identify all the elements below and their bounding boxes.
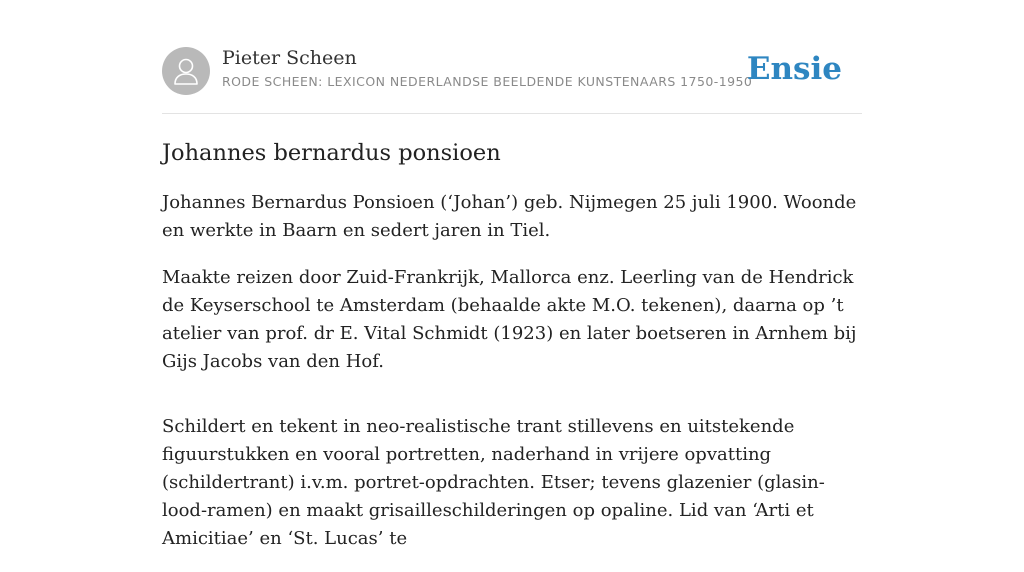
article-title: Johannes bernardus ponsioen	[162, 140, 501, 166]
article-paragraph: Maakte reizen door Zuid-Frankrijk, Mallorca enz. Leerling van de Hendrick de Keyserschool te Amsterdam (behaalde akte M.O. tekenen), daarna op ’t atelier van prof. dr E. Vital Schmidt (1923) en later boetseren in Arnhem bij Gijs Jacobs van den Hof.	[162, 267, 857, 372]
article-paragraph: Schildert en tekent in neo-realistische trant stillevens en uitstekende figuurstukken en vooral portretten, naderhand in vrijere opvatting (schildertrant) i.v.m. portret-opdrachten. Etser; tevens glazenier (glasin-lood-ramen) en maakt grisailleschilderingen op opaline. Lid van ‘Arti et Amicitiae’ en ‘St. Lucas’ te	[162, 416, 825, 549]
author-header	[162, 46, 862, 96]
ensie-logo[interactable]: Ensie	[746, 51, 842, 87]
author-name[interactable]: Pieter Scheen	[222, 47, 357, 69]
article-body	[162, 189, 867, 572]
source-title: RODE SCHEEN: LEXICON NEDERLANDSE BEELDENDE KUNSTENAARS 1750-1950	[222, 74, 753, 89]
user-icon	[172, 56, 200, 86]
header-divider	[162, 113, 862, 114]
article-paragraph: Johannes Bernardus Ponsioen (‘Johan’) geb. Nijmegen 25 juli 1900. Woonde en werkte in Baarn en sedert jaren in Tiel.	[162, 192, 857, 241]
author-avatar[interactable]	[162, 47, 210, 95]
